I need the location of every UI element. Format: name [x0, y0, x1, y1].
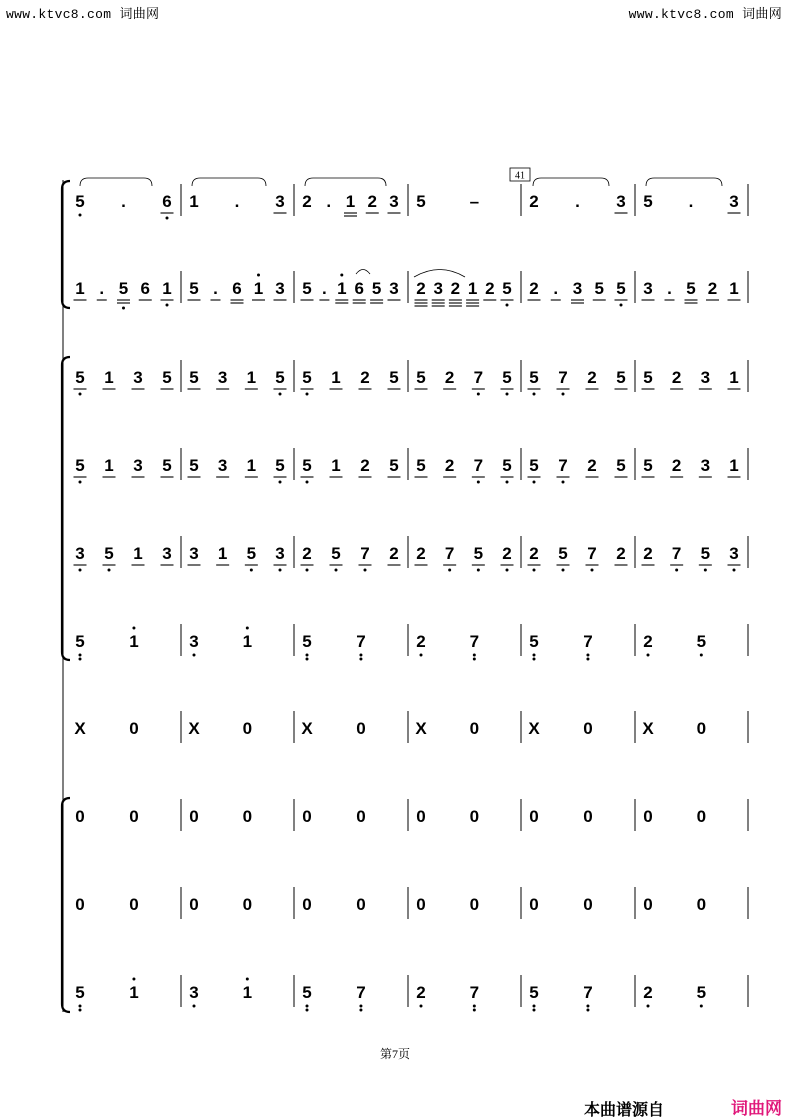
note-5: 5 [529, 456, 539, 475]
octave-dot-low [620, 304, 623, 307]
note-5: 5 [696, 983, 707, 1002]
note-dot: . [688, 192, 694, 211]
tie-arc [533, 178, 609, 186]
note-5: 5 [371, 279, 382, 298]
note-5: 5 [616, 456, 626, 475]
note-7: 7 [583, 632, 593, 651]
note-X: X [301, 719, 313, 738]
note-dash: – [469, 192, 480, 211]
note-3: 3 [433, 279, 443, 298]
octave-dot-low [306, 481, 309, 484]
note-5: 5 [643, 368, 653, 387]
note-0: 0 [129, 895, 139, 914]
note-1: 1 [246, 456, 257, 475]
note-2: 2 [529, 279, 539, 298]
note-2: 2 [485, 279, 495, 298]
note-5: 5 [616, 279, 626, 298]
note-3: 3 [275, 544, 285, 563]
note-2: 2 [416, 279, 426, 298]
note-3: 3 [700, 368, 711, 387]
octave-dot-low [306, 1005, 309, 1008]
note-2: 2 [302, 544, 312, 563]
note-2: 2 [707, 279, 718, 298]
octave-dot-low [359, 1005, 362, 1008]
note-2: 2 [529, 544, 539, 563]
octave-dot-low [306, 654, 309, 657]
note-2: 2 [416, 544, 426, 563]
octave-dot-low [477, 481, 480, 484]
note-2: 2 [587, 368, 597, 387]
note-1: 1 [246, 368, 257, 387]
octave-dot-low [359, 1009, 362, 1012]
note-dot: . [121, 192, 126, 211]
note-0: 0 [129, 719, 139, 738]
note-5: 5 [118, 279, 129, 298]
note-0: 0 [696, 807, 707, 826]
note-0: 0 [583, 895, 593, 914]
octave-dot-low [250, 569, 253, 572]
octave-dot-low [359, 654, 362, 657]
note-1: 1 [729, 279, 739, 298]
note-2: 2 [616, 544, 626, 563]
note-1: 1 [162, 279, 172, 298]
note-2: 2 [643, 544, 653, 563]
note-0: 0 [696, 895, 707, 914]
octave-dot-low [448, 569, 451, 572]
octave-dot-low [733, 569, 736, 572]
octave-dot-low [700, 654, 703, 657]
note-7: 7 [356, 983, 366, 1002]
note-2: 2 [671, 456, 682, 475]
note-0: 0 [356, 895, 366, 914]
note-2: 2 [416, 983, 426, 1002]
note-7: 7 [444, 544, 455, 563]
note-1: 1 [129, 632, 139, 651]
note-2: 2 [444, 368, 455, 387]
note-3: 3 [700, 456, 711, 475]
note-5: 5 [529, 368, 539, 387]
note-5: 5 [302, 983, 312, 1002]
octave-dot-low [562, 393, 565, 396]
note-5: 5 [529, 632, 539, 651]
octave-dot-low [79, 654, 82, 657]
octave-dot-high [132, 978, 135, 981]
octave-dot-low [533, 569, 536, 572]
note-5: 5 [502, 456, 512, 475]
note-0: 0 [583, 719, 593, 738]
note-3: 3 [189, 983, 199, 1002]
note-0: 0 [416, 895, 426, 914]
octave-dot-low [359, 658, 362, 661]
octave-dot-low [420, 654, 423, 657]
note-1: 1 [189, 192, 199, 211]
note-7: 7 [473, 368, 484, 387]
note-2: 2 [389, 544, 399, 563]
octave-dot-low [586, 658, 589, 661]
note-3: 3 [133, 456, 143, 475]
octave-dot-low [562, 569, 565, 572]
note-dot: . [667, 279, 672, 298]
note-7: 7 [587, 544, 597, 563]
octave-dot-high [132, 627, 135, 630]
source-label: 本曲谱源自 [584, 1100, 665, 1119]
note-dot: . [553, 279, 559, 298]
note-dot: . [575, 192, 580, 211]
note-7: 7 [360, 544, 370, 563]
note-3: 3 [189, 544, 199, 563]
note-1: 1 [217, 544, 228, 563]
note-5: 5 [275, 368, 285, 387]
note-0: 0 [75, 807, 85, 826]
note-2: 2 [416, 632, 426, 651]
octave-dot-low [647, 654, 650, 657]
note-6: 6 [354, 279, 364, 298]
note-1: 1 [133, 544, 143, 563]
note-5: 5 [75, 368, 85, 387]
note-5: 5 [331, 544, 341, 563]
note-3: 3 [389, 192, 399, 211]
note-0: 0 [469, 807, 480, 826]
header-left-site: 词曲网 [119, 7, 160, 22]
octave-dot-low [506, 393, 509, 396]
octave-dot-low [122, 307, 125, 310]
note-0: 0 [129, 807, 139, 826]
note-5: 5 [558, 544, 568, 563]
note-3: 3 [133, 368, 143, 387]
note-3: 3 [729, 192, 739, 211]
note-dot: . [322, 279, 327, 298]
octave-dot-low [306, 569, 309, 572]
note-2: 2 [671, 368, 682, 387]
note-3: 3 [189, 632, 199, 651]
note-X: X [415, 719, 427, 738]
note-5: 5 [189, 279, 199, 298]
note-3: 3 [275, 279, 285, 298]
note-5: 5 [594, 279, 604, 298]
slur-arc [414, 270, 465, 278]
octave-dot-low [533, 654, 536, 657]
note-3: 3 [389, 279, 399, 298]
note-5: 5 [616, 368, 626, 387]
note-3: 3 [217, 368, 228, 387]
octave-dot-low [533, 393, 536, 396]
note-3: 3 [217, 456, 228, 475]
note-0: 0 [242, 895, 253, 914]
octave-dot-low [166, 217, 169, 220]
octave-dot-low [79, 569, 82, 572]
tie-arc [192, 178, 266, 186]
note-5: 5 [502, 368, 512, 387]
note-2: 2 [529, 192, 539, 211]
note-3: 3 [616, 192, 626, 211]
note-2: 2 [450, 279, 461, 298]
octave-dot-low [420, 1005, 423, 1008]
note-5: 5 [75, 456, 85, 475]
note-5: 5 [75, 192, 85, 211]
octave-dot-low [473, 1009, 476, 1012]
note-1: 1 [729, 456, 739, 475]
note-X: X [642, 719, 654, 738]
note-5: 5 [389, 456, 399, 475]
note-7: 7 [558, 368, 568, 387]
note-5: 5 [75, 983, 85, 1002]
note-1: 1 [104, 368, 114, 387]
note-3: 3 [643, 279, 653, 298]
octave-dot-low [704, 569, 707, 572]
octave-dot-low [306, 658, 309, 661]
note-X: X [528, 719, 540, 738]
note-5: 5 [502, 279, 512, 298]
note-6: 6 [232, 279, 242, 298]
octave-dot-low [279, 393, 282, 396]
note-0: 0 [242, 719, 253, 738]
octave-dot-low [562, 481, 565, 484]
note-5: 5 [189, 368, 199, 387]
octave-dot-low [279, 569, 282, 572]
note-1: 1 [337, 279, 347, 298]
note-5: 5 [162, 456, 172, 475]
note-5: 5 [302, 632, 312, 651]
tie-arc [80, 178, 152, 186]
note-3: 3 [572, 279, 583, 298]
octave-dot-low [79, 1005, 82, 1008]
note-5: 5 [75, 632, 85, 651]
note-1: 1 [345, 192, 356, 211]
octave-dot-low [647, 1005, 650, 1008]
octave-dot-low [477, 393, 480, 396]
note-5: 5 [643, 456, 653, 475]
octave-dot-low [586, 1009, 589, 1012]
note-5: 5 [189, 456, 199, 475]
note-3: 3 [729, 544, 739, 563]
note-5: 5 [473, 544, 484, 563]
octave-dot-low [473, 654, 476, 657]
octave-dot-low [79, 481, 82, 484]
octave-dot-low [700, 1005, 703, 1008]
note-7: 7 [469, 632, 480, 651]
note-0: 0 [302, 807, 312, 826]
note-0: 0 [583, 807, 593, 826]
octave-dot-low [477, 569, 480, 572]
note-5: 5 [275, 456, 285, 475]
note-5: 5 [246, 544, 257, 563]
header-right-site: 词曲网 [742, 7, 782, 22]
octave-dot-high [246, 627, 249, 630]
octave-dot-low [166, 304, 169, 307]
note-1: 1 [253, 279, 264, 298]
note-0: 0 [189, 807, 199, 826]
octave-dot-low [506, 304, 509, 307]
note-1: 1 [467, 279, 478, 298]
note-0: 0 [189, 895, 199, 914]
octave-dot-low [533, 1009, 536, 1012]
octave-dot-high [340, 274, 343, 277]
octave-dot-low [473, 1005, 476, 1008]
octave-dot-high [246, 978, 249, 981]
octave-dot-low [79, 214, 82, 217]
note-6: 6 [162, 192, 172, 211]
note-dot: . [99, 279, 105, 298]
note-5: 5 [529, 983, 539, 1002]
note-2: 2 [587, 456, 597, 475]
note-dot: . [234, 192, 240, 211]
note-2: 2 [302, 192, 312, 211]
note-dot: . [326, 192, 332, 211]
note-0: 0 [242, 807, 253, 826]
note-0: 0 [302, 895, 312, 914]
note-2: 2 [502, 544, 512, 563]
note-1: 1 [75, 279, 85, 298]
note-5: 5 [696, 632, 707, 651]
note-3: 3 [75, 544, 85, 563]
octave-dot-low [79, 1009, 82, 1012]
tie-arc [305, 178, 386, 186]
rehearsal-mark: 41 [515, 170, 525, 182]
note-1: 1 [242, 632, 253, 651]
header-right-url: www.ktvc8.com [628, 7, 734, 22]
note-0: 0 [643, 895, 653, 914]
note-5: 5 [389, 368, 399, 387]
octave-dot-low [364, 569, 367, 572]
octave-dot-low [279, 481, 282, 484]
note-0: 0 [529, 807, 539, 826]
note-5: 5 [700, 544, 711, 563]
note-7: 7 [558, 456, 568, 475]
octave-dot-low [586, 654, 589, 657]
note-5: 5 [302, 456, 312, 475]
note-7: 7 [356, 632, 366, 651]
note-7: 7 [583, 983, 593, 1002]
octave-dot-low [108, 569, 111, 572]
note-6: 6 [140, 279, 150, 298]
note-2: 2 [360, 368, 370, 387]
note-0: 0 [696, 719, 707, 738]
note-1: 1 [129, 983, 139, 1002]
octave-dot-low [506, 481, 509, 484]
octave-dot-low [591, 569, 594, 572]
octave-dot-low [79, 658, 82, 661]
note-7: 7 [469, 983, 480, 1002]
note-1: 1 [729, 368, 739, 387]
note-5: 5 [162, 368, 172, 387]
octave-dot-low [306, 1009, 309, 1012]
octave-dot-low [79, 393, 82, 396]
octave-dot-low [586, 1005, 589, 1008]
note-5: 5 [643, 192, 653, 211]
octave-dot-low [675, 569, 678, 572]
note-X: X [188, 719, 200, 738]
note-2: 2 [643, 632, 653, 651]
octave-dot-low [506, 569, 509, 572]
note-5: 5 [302, 368, 312, 387]
octave-dot-low [533, 1005, 536, 1008]
octave-dot-low [335, 569, 338, 572]
note-0: 0 [356, 719, 366, 738]
tie-arc [646, 178, 722, 186]
note-0: 0 [529, 895, 539, 914]
note-X: X [74, 719, 86, 738]
octave-dot-low [193, 654, 196, 657]
note-3: 3 [275, 192, 285, 211]
note-dot: . [213, 279, 218, 298]
note-5: 5 [302, 279, 312, 298]
octave-dot-low [193, 1005, 196, 1008]
note-2: 2 [444, 456, 455, 475]
octave-dot-low [473, 658, 476, 661]
note-5: 5 [416, 192, 426, 211]
note-0: 0 [643, 807, 653, 826]
page-number: 第7页 [379, 1047, 410, 1061]
note-5: 5 [686, 279, 696, 298]
note-0: 0 [469, 719, 480, 738]
note-5: 5 [416, 456, 426, 475]
octave-dot-low [533, 658, 536, 661]
octave-dot-high [257, 274, 260, 277]
site-logo: 词曲网 [731, 1099, 782, 1119]
note-1: 1 [104, 456, 114, 475]
note-5: 5 [416, 368, 426, 387]
note-1: 1 [331, 368, 341, 387]
note-3: 3 [162, 544, 172, 563]
note-0: 0 [416, 807, 426, 826]
note-0: 0 [75, 895, 85, 914]
slur-arc [356, 270, 370, 275]
note-0: 0 [356, 807, 366, 826]
note-1: 1 [331, 456, 341, 475]
note-2: 2 [367, 192, 377, 211]
note-1: 1 [242, 983, 253, 1002]
octave-dot-low [306, 393, 309, 396]
octave-dot-low [533, 481, 536, 484]
note-5: 5 [104, 544, 114, 563]
note-7: 7 [671, 544, 682, 563]
note-2: 2 [643, 983, 653, 1002]
note-0: 0 [469, 895, 480, 914]
note-7: 7 [473, 456, 484, 475]
header-left-url: www.ktvc8.com [6, 7, 112, 22]
note-2: 2 [360, 456, 370, 475]
